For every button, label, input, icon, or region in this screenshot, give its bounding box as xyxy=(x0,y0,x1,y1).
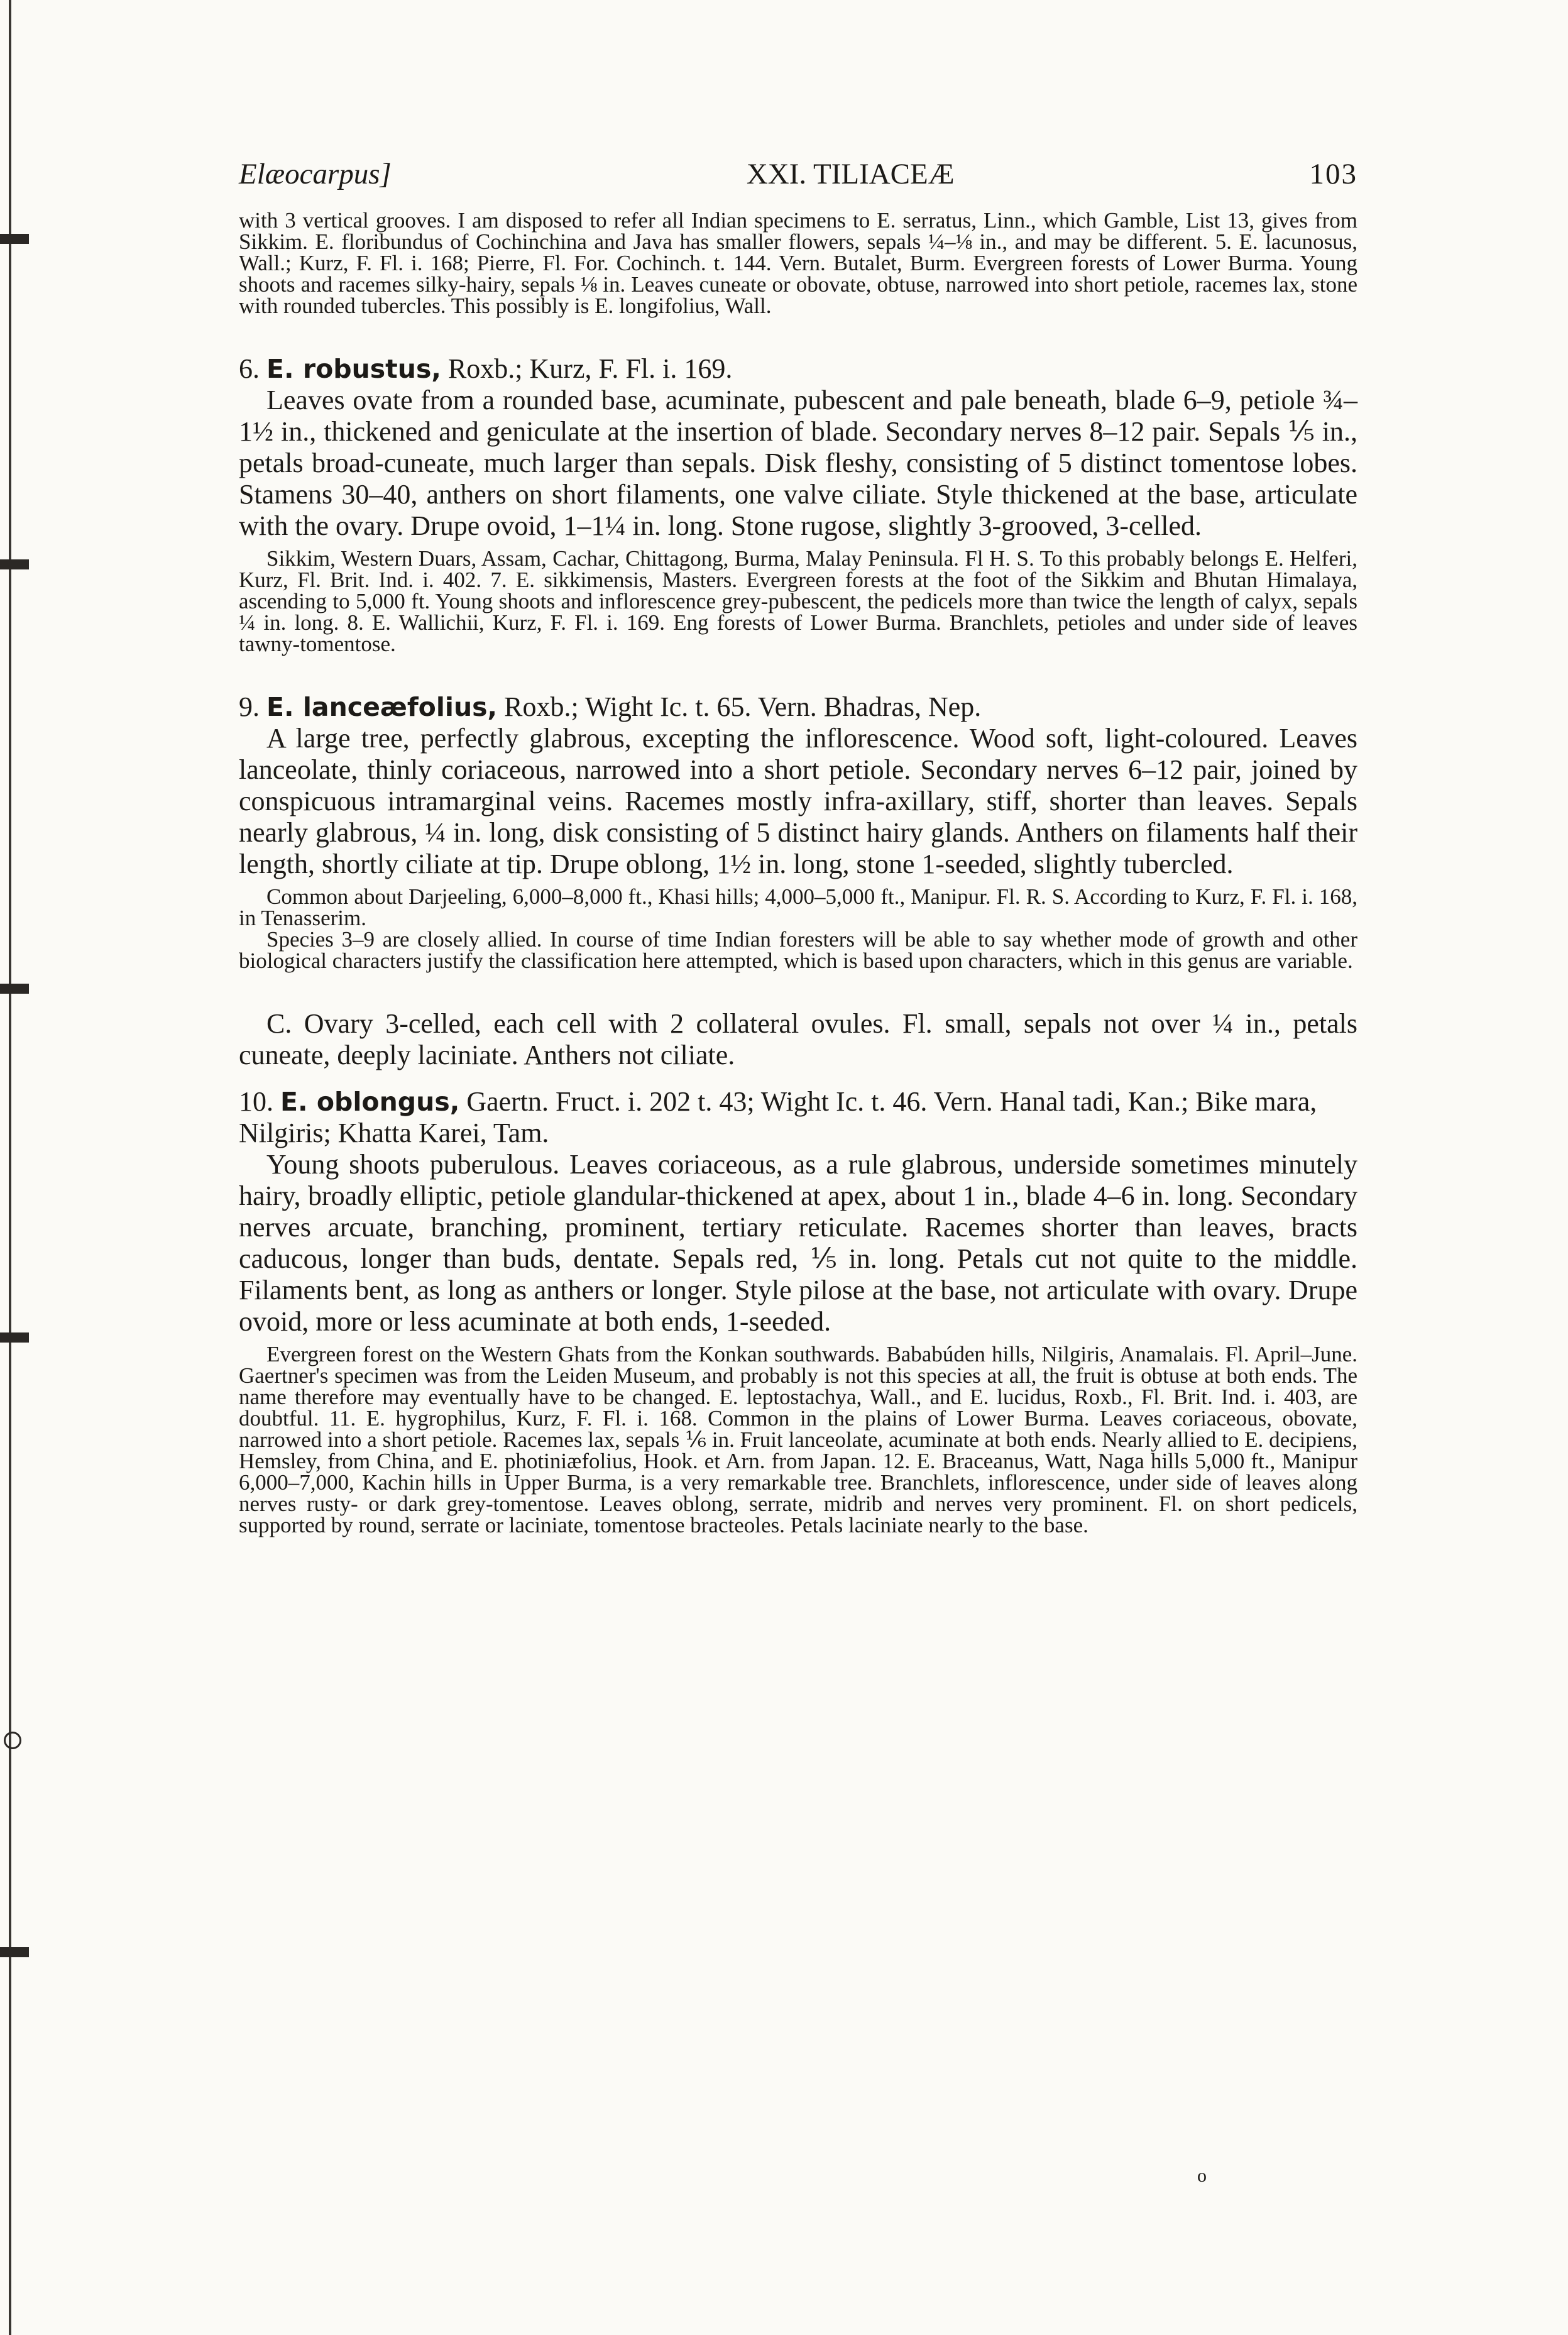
species-notes: Sikkim, Western Duars, Assam, Cachar, Chittagong, Burma, Malay Peninsula. Fl H. S. To this probably belongs E. Helferi, Kurz, Fl. Brit. Ind. i. 402. 7. E. sikkimensis, Masters. Evergreen forests at the foot of the Sikkim and Bhutan Himalaya, ascending to 5,000 ft. Young shoots and inflorescence grey-pubescent, the pedicels more than twice the length of calyx, sepals ¼ in. long. 8. E. Wallichii, Kurz, F. Fl. i. 169. Eng forests of Lower Burma. Branchlets, petioles and under side of leaves tawny-tomentose. xyxy=(239,546,1357,656)
species-heading xyxy=(239,353,1357,385)
species-description: A large tree, perfectly glabrous, excepting the inflorescence. Wood soft, light-coloured. Leaves lanceolate, thinly coriaceous, narrowed into a short petiole. Secondary nerves 6–12 pair, joined by conspicuous intramarginal veins. Racemes mostly infra-axillary, stiff, shorter than leaves. Sepals nearly glabrous, ¼ in. long, disk consisting of 5 distinct hairy glands. Anthers on filaments half their length, shortly ciliate at tip. Drupe oblong, 1½ in. long, stone 1-seeded, slightly tubercled. xyxy=(239,723,1357,879)
page-body xyxy=(239,157,1357,1536)
binding-tab xyxy=(0,559,29,569)
species-name: E. oblongus, xyxy=(280,1087,460,1117)
species-heading xyxy=(239,691,1357,723)
binding-tab xyxy=(0,1947,29,1957)
species-citation: Roxb.; Kurz, F. Fl. i. 169. xyxy=(447,353,733,384)
species-number: 6. xyxy=(239,353,260,384)
circle-mark xyxy=(4,1732,21,1749)
page-number: 103 xyxy=(1309,158,1357,190)
key-group-c: C. Ovary 3-celled, each cell with 2 collateral ovules. Fl. small, sepals not over ¼ in., petals cuneate, deeply laciniate. Anthers not ciliate. xyxy=(239,1008,1357,1070)
species-notes: Species 3–9 are closely allied. In course of time Indian foresters will be able to say whether mode of growth and other biological characters justify the classification here attempted, which is based upon characters, which in this genus are variable. xyxy=(239,927,1357,973)
header-section: Elæocarpus] xyxy=(239,158,392,190)
page-binding-edge xyxy=(9,0,11,2335)
species-citation: Roxb.; Wight Ic. t. 65. Vern. Bhadras, Nep. xyxy=(504,691,982,722)
binding-tab xyxy=(0,1332,29,1343)
running-header xyxy=(239,157,1357,191)
binding-tab xyxy=(0,234,29,244)
species-notes: Common about Darjeeling, 6,000–8,000 ft., Khasi hills; 4,000–5,000 ft., Manipur. Fl. R. S. According to Kurz, F. Fl. i. 168, in Tenasserim. xyxy=(239,884,1357,930)
species-number: 9. xyxy=(239,691,260,722)
header-title: XXI. TILIACEÆ xyxy=(746,158,955,190)
species-citation: Gaertn. Fruct. i. 202 t. 43; Wight Ic. t. 46. Vern. Hanal tadi, Kan.; Bike mara, Nilgiris; Khatta Karei, Tam. xyxy=(239,1086,1317,1148)
species-description: Young shoots puberulous. Leaves coriaceous, as a rule glabrous, underside sometimes minutely hairy, broadly elliptic, petiole glandular-thickened at apex, about 1 in., blade 4–6 in. long. Secondary nerves arcuate, branching, prominent, tertiary reticulate. Racemes shorter than leaves, bracts caducous, longer than buds, dentate. Sepals red, ⅕ in. long. Petals cut not quite to the middle. Filaments bent, as long as anthers or longer. Style pilose at the base, not articulate with ovary. Drupe ovoid, more or less acuminate at both ends, 1-seeded. xyxy=(239,1149,1357,1337)
footer-mark: o xyxy=(1197,2165,1207,2186)
species-heading xyxy=(239,1086,1357,1149)
continuation-paragraph: with 3 vertical grooves. I am disposed to refer all Indian specimens to E. serratus, Linn., which Gamble, List 13, gives from Sikkim. E. floribundus of Cochinchina and Java has smaller flowers, sepals ¼–⅛ in., and may be different. 5. E. lacunosus, Wall.; Kurz, F. Fl. i. 168; Pierre, Fl. For. Cochinch. t. 144. Vern. Butalet, Burm. Evergreen forests of Lower Burma. Young shoots and racemes silky-hairy, sepals ⅛ in. Leaves cuneate or obovate, obtuse, narrowed into short petiole, racemes lax, stone with rounded tubercles. This possibly is E. longifolius, Wall. xyxy=(239,208,1357,318)
species-description: Leaves ovate from a rounded base, acuminate, pubescent and pale beneath, blade 6–9, petiole ¾–1½ in., thickened and geniculate at the insertion of blade. Secondary nerves 8–12 pair. Sepals ⅕ in., petals broad-cuneate, much larger than sepals. Disk fleshy, consisting of 5 distinct tomentose lobes. Stamens 30–40, anthers on short filaments, one valve ciliate. Style thickened at the base, articulate with the ovary. Drupe ovoid, 1–1¼ in. long. Stone rugose, slightly 3-grooved, 3-celled. xyxy=(239,385,1357,541)
species-number: 10. xyxy=(239,1086,273,1117)
species-notes: Evergreen forest on the Western Ghats from the Konkan southwards. Bababúden hills, Nilgiris, Anamalais. Fl. April–June. Gaertner's specimen was from the Leiden Museum, and probably is not this species at all, the fruit is obtuse at both ends. The name therefore may eventually have to be changed. E. leptostachya, Wall., and E. lucidus, Roxb., Fl. Brit. Ind. i. 403, are doubtful. 11. E. hygrophilus, Kurz, F. Fl. i. 168. Common in the plains of Lower Burma. Leaves coriaceous, obovate, narrowed into a short petiole. Racemes lax, sepals ⅙ in. Fruit lanceolate, acuminate at both ends. Nearly allied to E. decipiens, Hemsley, from China, and E. photiniæfolius, Hook. et Arn. from Japan. 12. E. Braceanus, Watt, Naga hills 5,000 ft., Manipur 6,000–7,000, Kachin hills in Upper Burma, is a very remarkable tree. Branchlets, inflorescence, under side of leaves along nerves rusty- or dark grey-tomentose. Leaves oblong, serrate, midrib and nerves very prominent. Fl. on short pedicels, supported by round, serrate or laciniate, tomentose bracteoles. Petals laciniate nearly to the base. xyxy=(239,1342,1357,1537)
binding-tab xyxy=(0,984,29,994)
species-name: E. robustus, xyxy=(266,354,441,384)
species-name: E. lanceæfolius, xyxy=(266,692,498,722)
